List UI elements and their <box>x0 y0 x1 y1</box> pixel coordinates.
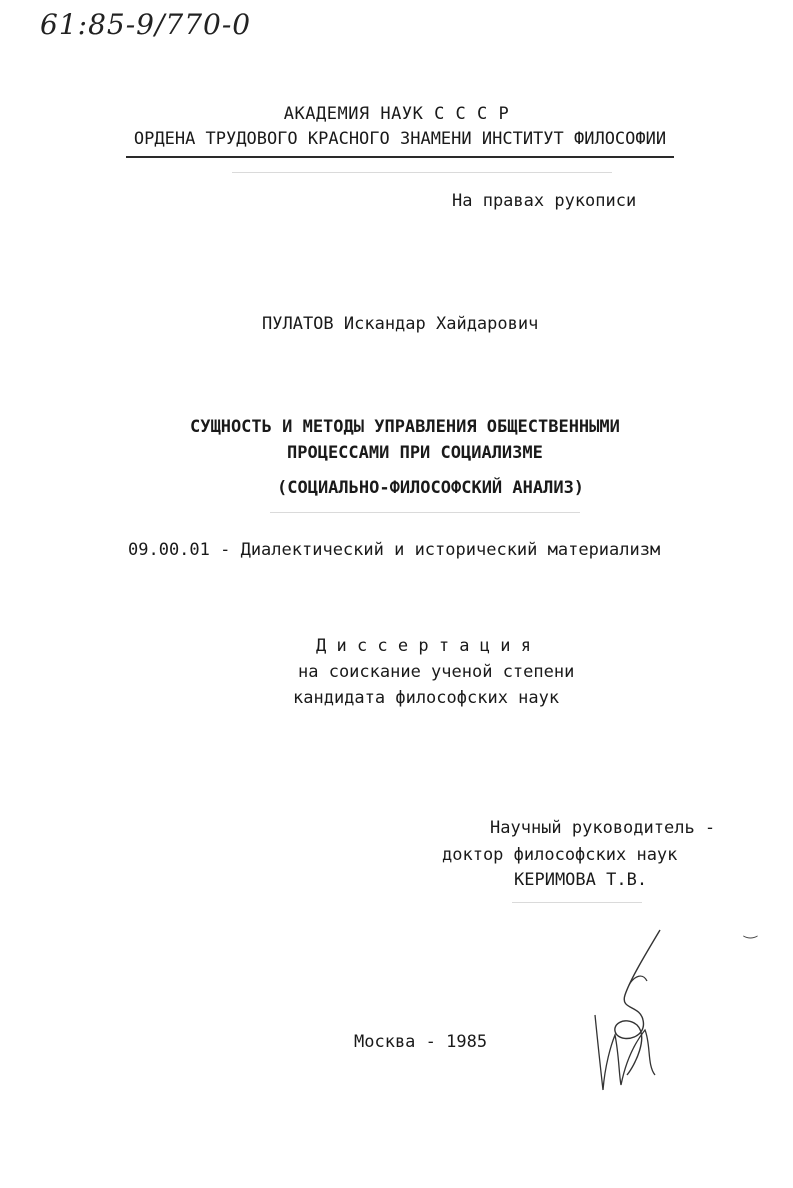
header-rule <box>126 156 674 158</box>
specialty-code: 09.00.01 - Диалектический и исторический материализм <box>128 540 661 560</box>
supervisor-name: КЕРИМОВА Т.В. <box>514 870 648 890</box>
scan-noise <box>270 512 580 513</box>
institute-name: ОРДЕНА ТРУДОВОГО КРАСНОГО ЗНАМЕНИ ИНСТИТУТ ФИЛОСОФИИ <box>133 129 667 149</box>
author-name: ПУЛАТОВ Искандар Хайдарович <box>262 314 539 334</box>
margin-mark: ‿ <box>744 920 757 939</box>
scan-noise <box>232 172 612 173</box>
signature-mark <box>585 925 675 1105</box>
title-subtitle: (СОЦИАЛЬНО-ФИЛОСОФСКИЙ АНАЛИЗ) <box>277 478 585 498</box>
title-line-2: ПРОЦЕССАМИ ПРИ СОЦИАЛИЗМЕ <box>287 443 543 463</box>
academy-name: АКАДЕМИЯ НАУК С С С Р <box>283 104 510 124</box>
scan-noise <box>512 902 642 903</box>
rights-note: На правах рукописи <box>452 191 637 211</box>
dissertation-label: Д и с с е р т а ц и я <box>316 636 531 656</box>
dissertation-degree-line: на соискание ученой степени <box>298 662 575 682</box>
archive-code: 61:85-9/770-0 <box>40 8 252 41</box>
place-year: Москва - 1985 <box>354 1032 488 1052</box>
supervisor-degree: доктор философских наук <box>442 845 678 865</box>
supervisor-role: Научный руководитель - <box>490 818 716 838</box>
dissertation-field-line: кандидата философских наук <box>293 688 560 708</box>
title-line-1: СУЩНОСТЬ И МЕТОДЫ УПРАВЛЕНИЯ ОБЩЕСТВЕННЫМИ <box>190 417 620 437</box>
